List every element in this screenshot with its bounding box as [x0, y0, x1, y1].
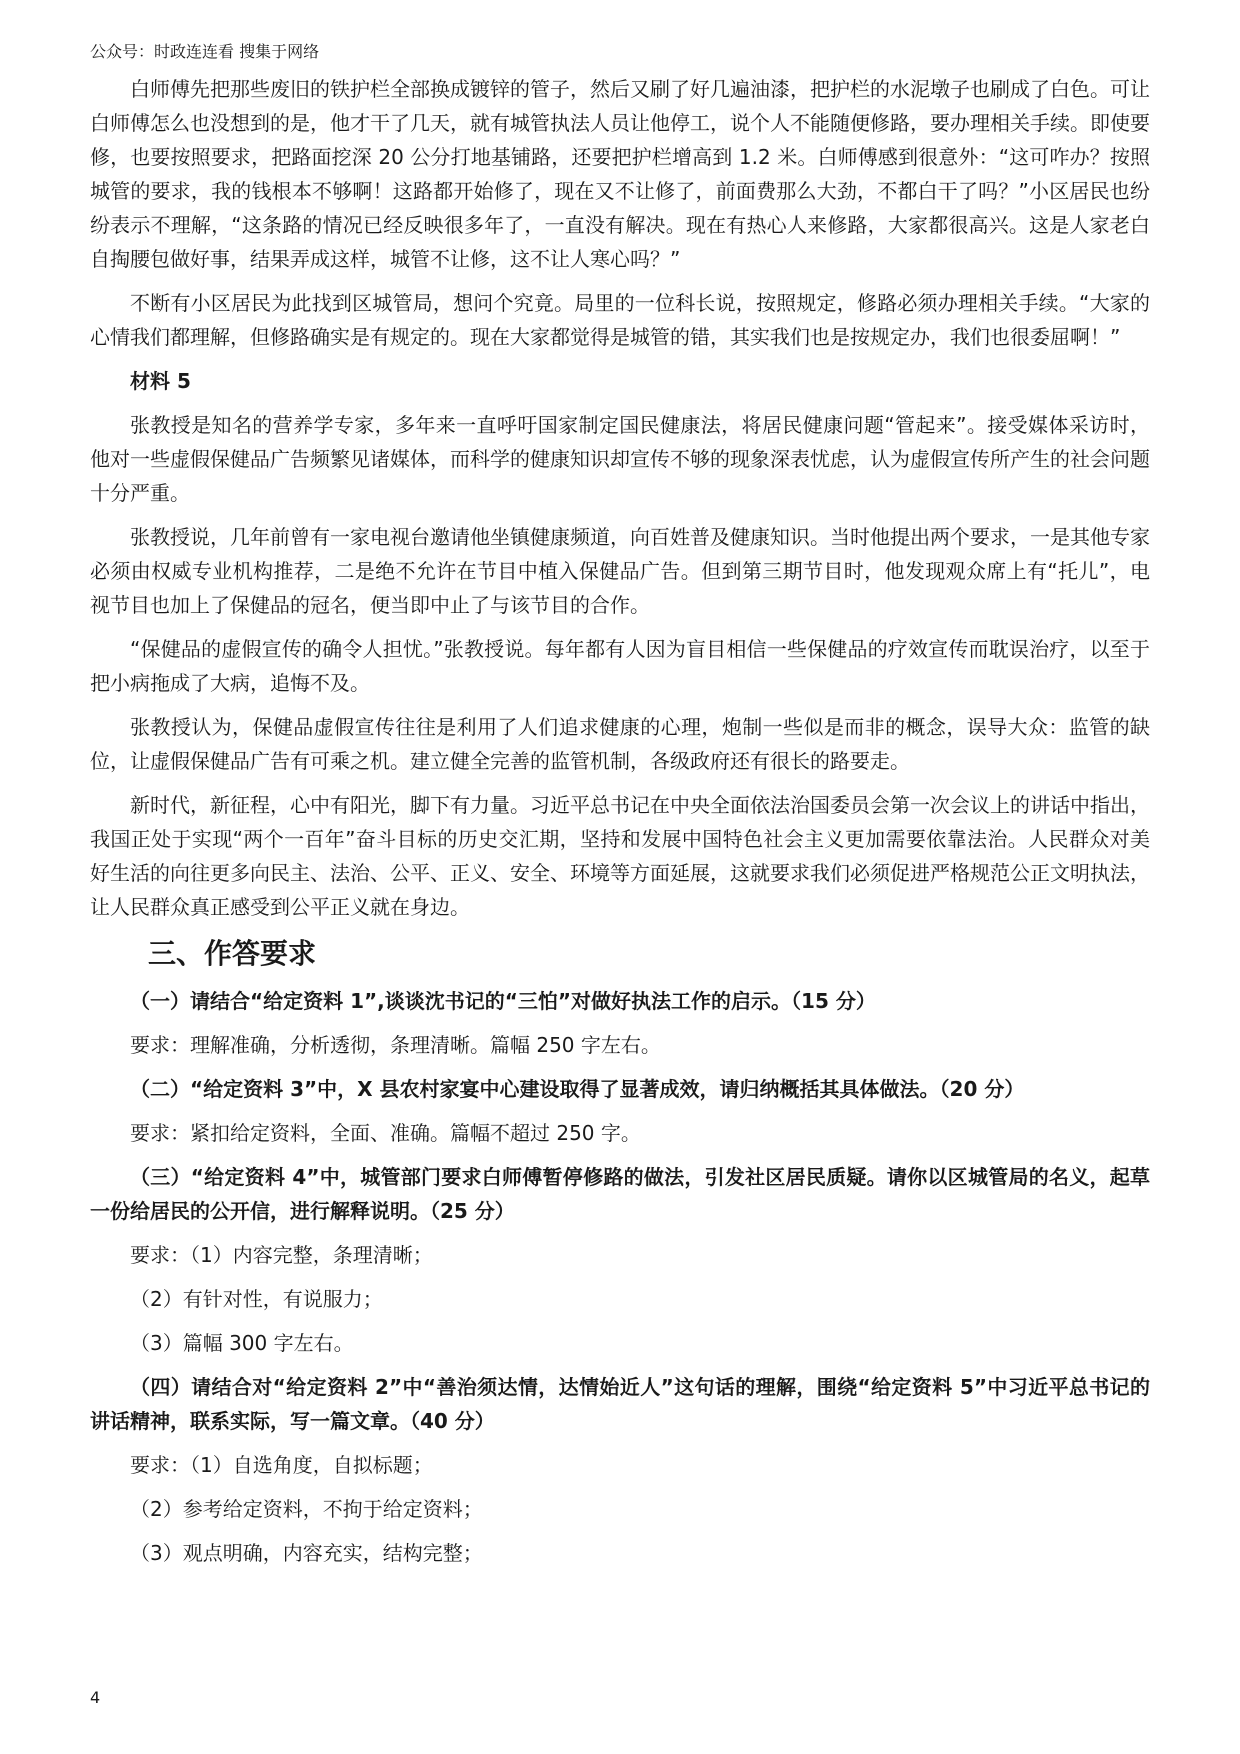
question-requirement: 要求：（1）自选角度，自拟标题； — [130, 1453, 433, 1477]
question-requirement: （2）有针对性，有说服力； — [130, 1287, 383, 1311]
paragraph: 张教授认为，保健品虚假宣传往往是利用了人们追求健康的心理，炮制一些似是而非的概念，误导大众：监管的缺位，让虚假保健品广告有可乘之机。建立健全完善的监管机制，各级政府还有很长的路要走。 — [90, 715, 1150, 773]
question-requirement: 要求：理解准确，分析透彻，条理清晰。篇幅 250 字左右。 — [130, 1033, 661, 1057]
question-requirement: 要求：紧扣给定资料，全面、准确。篇幅不超过 250 字。 — [130, 1121, 641, 1145]
question-title: （三）“给定资料 4”中，城管部门要求白师傅暂停修路的做法，引发社区居民质疑。请你以区城管局的名义，起草一份给居民的公开信，进行解释说明。（25 分） — [90, 1165, 1150, 1223]
page-number: 4 — [90, 1688, 101, 1707]
paragraph: 张教授是知名的营养学专家，多年来一直呼吁国家制定国民健康法，将居民健康问题“管起来”。接受媒体采访时，他对一些虚假保健品广告频繁见诸媒体，而科学的健康知识却宣传不够的现象深表忧虑，认为虚假宣传所产生的社会问题十分严重。 — [90, 413, 1150, 505]
material-heading: 材料 5 — [130, 369, 191, 393]
question-title: （二）“给定资料 3”中，X 县农村家宴中心建设取得了显著成效，请归纳概括其具体做法。（20 分） — [130, 1077, 1025, 1101]
question-title: （四）请结合对“给定资料 2”中“善治须达情，达情始近人”这句话的理解，围绕“给定资料 5”中习近平总书记的讲话精神，联系实际，写一篇文章。（40 分） — [90, 1375, 1150, 1433]
question-title: （一）请结合“给定资料 1”,谈谈沈书记的“三怕”对做好执法工作的启示。（15 分） — [130, 989, 876, 1013]
source-note: 公众号：时政连连看 搜集于网络 — [90, 42, 320, 61]
paragraph: 新时代，新征程，心中有阳光，脚下有力量。习近平总书记在中央全面依法治国委员会第一次会议上的讲话中指出，我国正处于实现“两个一百年”奋斗目标的历史交汇期，坚持和发展中国特色社会主义更加需要依靠法治。人民群众对美好生活的向往更多向民主、法治、公平、正义、安全、环境等方面延展，这就要求我们必须促进严格规范公正文明执法，让人民群众真正感受到公平正义就在身边。 — [90, 793, 1150, 919]
section-heading: 三、作答要求 — [148, 937, 317, 970]
question-requirement: （3）篇幅 300 字左右。 — [130, 1331, 354, 1355]
question-requirement: （2）参考给定资料，不拘于给定资料； — [130, 1497, 483, 1521]
paragraph: 不断有小区居民为此找到区城管局，想问个究竟。局里的一位科长说，按照规定，修路必须办理相关手续。“大家的心情我们都理解，但修路确实是有规定的。现在大家都觉得是城管的错，其实我们也是按规定办，我们也很委屈啊！” — [90, 291, 1150, 349]
paragraph: “保健品的虚假宣传的确令人担忧。”张教授说。每年都有人因为盲目相信一些保健品的疗效宣传而耽误治疗，以至于把小病拖成了大病，追悔不及。 — [90, 637, 1150, 695]
paragraph: 白师傅先把那些废旧的铁护栏全部换成镀锌的管子，然后又刷了好几遍油漆，把护栏的水泥墩子也刷成了白色。可让白师傅怎么也没想到的是，他才干了几天，就有城管执法人员让他停工，说个人不能随便修路，要办理相关手续。即使要修，也要按照要求，把路面挖深 20 公分打地基铺路，还要把护栏增高到 1.2 米。白师傅感到很意外：“这可咋办？按照城管的要求，我的钱根本不够啊！这路都开始修了，现在又不让修了，前面费那么大劲，不都白干了吗？”小区居民也纷纷表示不理解，“这条路的情况已经反映很多年了，一直没有解决。现在有热心人来修路，大家都很高兴。这是人家老白自掏腰包做好事，结果弄成这样，城管不让修，这不让人寒心吗？” — [90, 77, 1150, 271]
question-requirement: 要求：（1）内容完整，条理清晰； — [130, 1243, 433, 1267]
paragraph: 张教授说，几年前曾有一家电视台邀请他坐镇健康频道，向百姓普及健康知识。当时他提出两个要求，一是其他专家必须由权威专业机构推荐，二是绝不允许在节目中植入保健品广告。但到第三期节目时，他发现观众席上有“托儿”，电视节目也加上了保健品的冠名，便当即中止了与该节目的合作。 — [90, 525, 1150, 617]
question-requirement: （3）观点明确，内容充实，结构完整； — [130, 1541, 483, 1565]
